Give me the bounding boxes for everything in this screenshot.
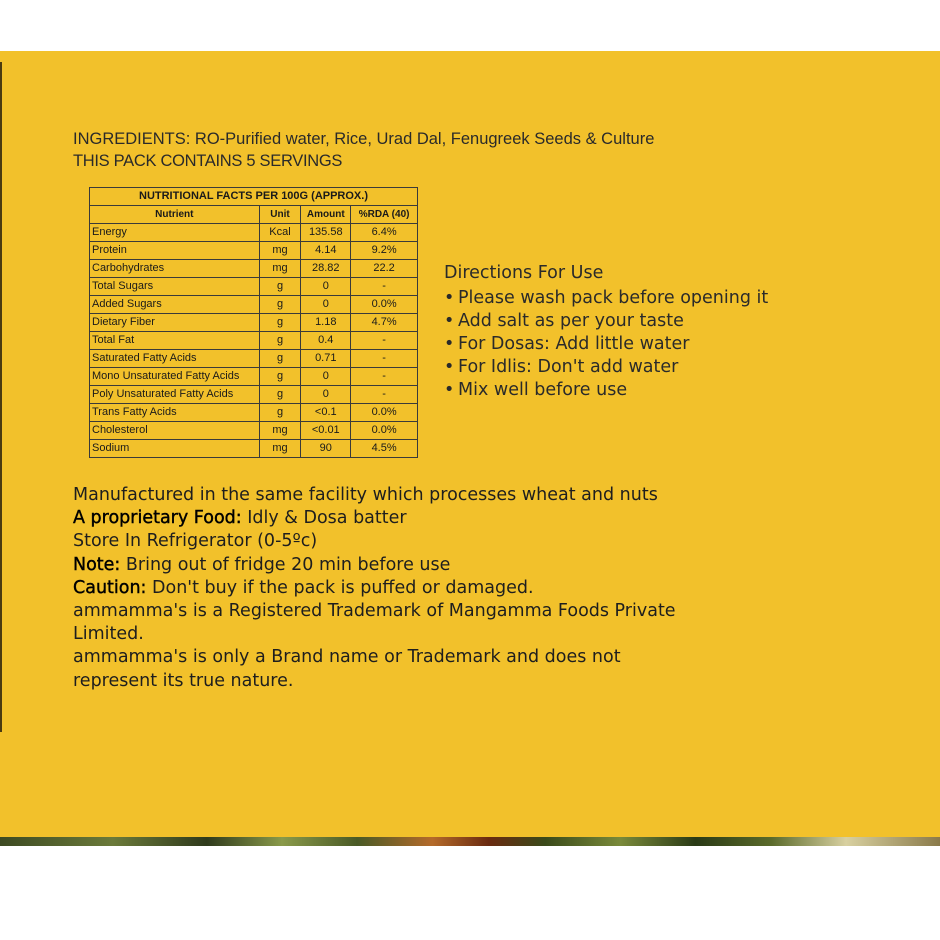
cell-nutrient: Cholesterol [90,422,260,440]
servings-line: THIS PACK CONTAINS 5 SERVINGS [73,152,343,170]
cell-rda: - [351,332,418,350]
cell-unit: g [259,296,301,314]
bullet-icon: • [444,357,455,377]
cell-rda: 4.5% [351,440,418,458]
cell-nutrient: Dietary Fiber [90,314,260,332]
cell-rda: - [351,386,418,404]
cell-amount: 0.4 [301,332,351,350]
cell-amount: <0.1 [301,404,351,422]
caution-value: Don't buy if the pack is puffed or damaged. [146,577,534,598]
brand-line-1: ammamma's is only a Brand name or Trademark and does not [73,647,621,668]
list-item: • Please wash pack before opening it [444,288,769,308]
directions-title: Directions For Use [444,263,604,283]
cell-amount: 135.58 [301,224,351,242]
trademark-line-2: Limited. [73,624,144,645]
table-row [90,224,418,242]
table-row [90,314,418,332]
cell-rda: 0.0% [351,404,418,422]
cell-nutrient: Sodium [90,440,260,458]
cell-nutrient: Total Sugars [90,278,260,296]
caution-note [73,577,873,600]
cell-unit: g [259,368,301,386]
cell-unit: mg [259,440,301,458]
bullet-icon: • [444,334,455,354]
trademark-line-1: ammamma's is a Registered Trademark of Mangamma Foods Private [73,601,676,622]
proprietary-value: Idly & Dosa batter [241,508,407,529]
cell-nutrient: Energy [90,224,260,242]
cell-unit: mg [259,422,301,440]
list-item: • Add salt as per your taste [444,311,684,331]
list-item: • For Dosas: Add little water [444,334,690,354]
proprietary-food-note [73,507,873,530]
cell-rda: 9.2% [351,242,418,260]
cell-unit: mg [259,260,301,278]
cell-nutrient: Mono Unsaturated Fatty Acids [90,368,260,386]
table-row [90,332,418,350]
cell-rda: 0.0% [351,422,418,440]
header-nutrient: Nutrient [90,206,260,224]
header-rda: %RDA (40) [351,206,418,224]
cell-rda: 0.0% [351,296,418,314]
ingredients-line: INGREDIENTS: RO-Purified water, Rice, Urad Dal, Fenugreek Seeds & Culture [73,130,655,148]
table-row [90,278,418,296]
brand-line-2: represent its true nature. [73,670,294,691]
cell-nutrient: Trans Fatty Acids [90,404,260,422]
bullet-icon: • [444,311,455,331]
cell-amount: 28.82 [301,260,351,278]
bullet-icon: • [444,288,455,308]
cell-rda: - [351,278,418,296]
cell-rda: 6.4% [351,224,418,242]
cell-unit: mg [259,242,301,260]
cell-nutrient: Added Sugars [90,296,260,314]
left-edge-rule [0,62,2,732]
cell-amount: 0 [301,278,351,296]
cell-unit: Kcal [259,224,301,242]
table-row [90,404,418,422]
cell-unit: g [259,350,301,368]
cell-unit: g [259,278,301,296]
table-row [90,368,418,386]
cell-unit: g [259,314,301,332]
nutrition-title: NUTRITIONAL FACTS PER 100G (APPROX.) [90,188,418,206]
table-row [90,386,418,404]
bullet-icon: • [444,380,455,400]
cell-amount: 4.14 [301,242,351,260]
nutrition-table [89,187,418,458]
notes-section [73,484,873,693]
table-row [90,260,418,278]
cell-nutrient: Carbohydrates [90,260,260,278]
proprietary-label: A proprietary Food: [73,508,242,529]
facility-note: Manufactured in the same facility which processes wheat and nuts [73,485,658,505]
table-row [90,422,418,440]
nutrition-body [90,224,418,458]
directions-list [444,287,768,402]
header-amount: Amount [301,206,351,224]
food-photo-strip [0,837,940,846]
cell-unit: g [259,332,301,350]
cell-amount: 1.18 [301,314,351,332]
note-label: Note: [73,554,121,575]
cell-unit: g [259,404,301,422]
cell-amount: 0 [301,368,351,386]
cell-rda: 22.2 [351,260,418,278]
cell-rda: 4.7% [351,314,418,332]
table-row [90,296,418,314]
directions-section [444,262,768,402]
cell-amount: 0.71 [301,350,351,368]
cell-unit: g [259,386,301,404]
cell-amount: 90 [301,440,351,458]
cell-amount: <0.01 [301,422,351,440]
table-row [90,350,418,368]
cell-amount: 0 [301,296,351,314]
storage-note: Store In Refrigerator (0-5ºc) [73,531,318,552]
usage-note [73,554,873,577]
list-item: • For Idlis: Don't add water [444,357,679,377]
cell-amount: 0 [301,386,351,404]
nutrition-header-row [90,206,418,224]
caution-label: Caution: [73,577,147,598]
cell-rda: - [351,368,418,386]
list-item: • Mix well before use [444,380,628,400]
cell-nutrient: Poly Unsaturated Fatty Acids [90,386,260,404]
cell-nutrient: Protein [90,242,260,260]
table-row [90,440,418,458]
header-unit: Unit [259,206,301,224]
cell-nutrient: Saturated Fatty Acids [90,350,260,368]
table-row [90,242,418,260]
note-value: Bring out of fridge 20 min before use [120,554,451,575]
cell-rda: - [351,350,418,368]
cell-nutrient: Total Fat [90,332,260,350]
